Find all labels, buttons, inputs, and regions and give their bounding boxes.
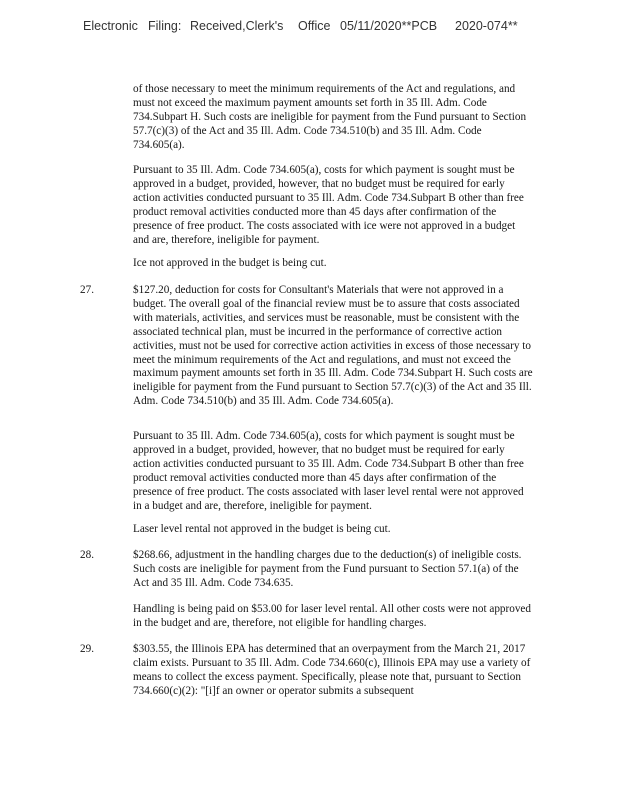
header-word-office: Office [298, 19, 331, 33]
paragraph: Pursuant to 35 Ill. Adm. Code 734.605(a), costs for which payment is sought must be approved in a budget, provided, however, that no budget must be required for early action activities conducted pursuant to 35 Ill. Adm. Code 734.Subpart B other than free product removal activities conducted more than 45 days after confirmation of the presence of free product. The costs associated with ice were not approved in a budget and are, therefore, ineligible for payment. [133, 164, 524, 246]
header-word-filing: Filing: [148, 19, 182, 33]
paragraph: Laser level rental not approved in the budget is being cut. [133, 523, 391, 535]
paragraph: $127.20, deduction for costs for Consultant's Materials that were not approved in a budget. The overall goal of the financial review must be to assure that costs associated with materials, activities, and services must be reasonable, must be consistent with the associated technical plan, must be incurred in the performance of corrective action activities, must not be used for corrective action activities in excess of those necessary to meet the minimum requirements of the Act and regulations, and must not exceed the maximum payment amounts set forth in 35 Ill. Adm. Code 734.Subpart H. Such costs are ineligible for payment from the Fund pursuant to Section 57.7(c)(3) of the Act and 35 Ill. Adm. Code 734.510(b) and 35 Ill. Adm. Code 734.605(a). [133, 284, 533, 408]
header-docket: 2020-074** [455, 19, 518, 33]
paragraph: Handling is being paid on $53.00 for laser level rental. All other costs were not approved in the budget and are, therefore, not eligible for handling charges. [133, 603, 531, 629]
filing-header [0, 19, 618, 35]
header-word-received-clerks: Received,Clerk's [190, 19, 284, 33]
header-word-electronic: Electronic [83, 19, 138, 33]
item-number: 29. [80, 643, 94, 655]
header-date: 05/11/2020**PCB [340, 19, 438, 33]
item-number: 28. [80, 549, 94, 561]
paragraph: $303.55, the Illinois EPA has determined that an overpayment from the March 21, 2017 claim exists. Pursuant to 35 Ill. Adm. Code 734.660(c), Illinois EPA may use a variety of means to collect the excess payment. Specifically, please note that, pursuant to Section 734.660(c)(2): "[i]f an owner or operator submits a subsequent [133, 643, 531, 697]
paragraph: Pursuant to 35 Ill. Adm. Code 734.605(a), costs for which payment is sought must be approved in a budget, provided, however, that no budget must be required for early action activities conducted pursuant to 35 Ill. Adm. Code 734.Subpart B other than free product removal activities conducted more than 45 days after confirmation of the presence of free product. The costs associated with laser level rental were not approved in a budget and are, therefore, ineligible for payment. [133, 430, 524, 512]
paragraph: of those necessary to meet the minimum requirements of the Act and regulations, and must not exceed the maximum payment amounts set forth in 35 Ill. Adm. Code 734.Subpart H. Such costs are ineligible for payment from the Fund pursuant to Section 57.7(c)(3) of the Act and 35 Ill. Adm. Code 734.510(b) and 35 Ill. Adm. Code 734.605(a). [133, 83, 527, 151]
paragraph: Ice not approved in the budget is being cut. [133, 257, 327, 269]
paragraph: $268.66, adjustment in the handling charges due to the deduction(s) of ineligible costs. Such costs are ineligible for payment from the Fund pursuant to Section 57.1(a) of the Act and 35 Ill. Adm. Code 734.635. [133, 549, 522, 589]
item-number: 27. [80, 284, 94, 296]
